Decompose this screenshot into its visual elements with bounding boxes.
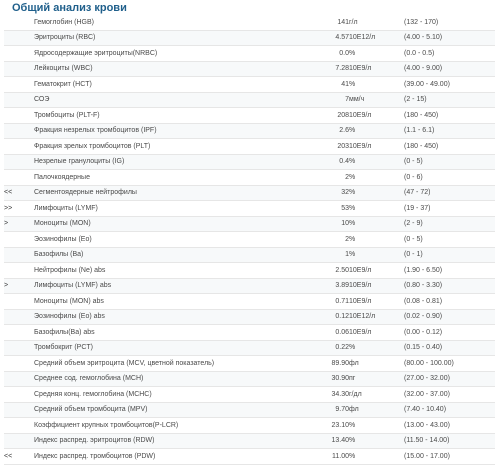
reference-range: (0.80 - 3.30) (404, 278, 495, 294)
flag-cell (4, 418, 34, 434)
test-unit: 10E9/л (349, 139, 404, 155)
test-value: 53 (319, 201, 349, 217)
test-unit: 10E9/л (349, 325, 404, 341)
table-row (4, 92, 495, 108)
reference-range: (4.00 - 9.00) (404, 61, 495, 77)
reference-range: (132 - 170) (404, 15, 495, 30)
flag-cell: > (4, 278, 34, 294)
test-value: 10 (319, 216, 349, 232)
test-unit: фл (349, 356, 404, 372)
flag-cell (4, 46, 34, 62)
test-name: Моноциты (MON) (34, 216, 319, 232)
test-value: 34.30 (319, 387, 349, 403)
test-name: СОЭ (34, 92, 319, 108)
test-value: 9.70 (319, 402, 349, 418)
flag-cell (4, 263, 34, 279)
table-row (4, 325, 495, 341)
test-unit: 10E9/л (349, 294, 404, 310)
test-value: 2.50 (319, 263, 349, 279)
flag-cell (4, 30, 34, 46)
test-value: 3.89 (319, 278, 349, 294)
test-value: 0.22 (319, 340, 349, 356)
reference-range: (13.00 - 43.00) (404, 418, 495, 434)
test-unit: 10E9/л (349, 108, 404, 124)
reference-range: (11.50 - 14.00) (404, 433, 495, 449)
test-name: Нейтрофилы (Ne) abs (34, 263, 319, 279)
test-name: Палочкоядерные (34, 170, 319, 186)
table-row (4, 340, 495, 356)
flag-cell (4, 294, 34, 310)
test-value: 41 (319, 77, 349, 93)
test-unit: пг (349, 371, 404, 387)
flag-cell: >> (4, 201, 34, 217)
table-row (4, 201, 495, 217)
test-value: 0.4 (319, 154, 349, 170)
test-name: Среднее сод. гемоглобина (MCH) (34, 371, 319, 387)
table-row (4, 108, 495, 124)
test-unit: % (349, 185, 404, 201)
test-name: Лимфоциты (LYMF) abs (34, 278, 319, 294)
test-unit: 10E9/л (349, 263, 404, 279)
table-row (4, 247, 495, 263)
test-name: Ядросодержащие эритроциты(NRBC) (34, 46, 319, 62)
test-value: 208 (319, 108, 349, 124)
flag-cell (4, 402, 34, 418)
flag-cell (4, 232, 34, 248)
test-value: 4.57 (319, 30, 349, 46)
test-unit: 10E12/л (349, 309, 404, 325)
test-value: 13.40 (319, 433, 349, 449)
test-name: Моноциты (MON) abs (34, 294, 319, 310)
test-value: 0.12 (319, 309, 349, 325)
test-unit: % (349, 232, 404, 248)
test-value: 2.6 (319, 123, 349, 139)
test-name: Эозинофилы (Eo) (34, 232, 319, 248)
flag-cell (4, 77, 34, 93)
flag-cell (4, 387, 34, 403)
table-row (4, 77, 495, 93)
table-row (4, 402, 495, 418)
table-row (4, 15, 495, 30)
test-unit: 10E12/л (349, 30, 404, 46)
flag-cell (4, 433, 34, 449)
test-name: Коэффициент крупных тромбоцитов(P-LCR) (34, 418, 319, 434)
reference-range: (0.02 - 0.90) (404, 309, 495, 325)
reference-range: (0.0 - 0.5) (404, 46, 495, 62)
test-name: Гемоглобин (HGB) (34, 15, 319, 30)
flag-cell (4, 247, 34, 263)
test-name: Индекс распред. тромбоцитов (PDW) (34, 449, 319, 465)
flag-cell (4, 309, 34, 325)
test-name: Сегментоядерные нейтрофилы (34, 185, 319, 201)
flag-cell (4, 92, 34, 108)
test-unit: % (349, 247, 404, 263)
test-unit: % (349, 46, 404, 62)
test-name: Тромбоциты (PLT-F) (34, 108, 319, 124)
test-unit: % (349, 77, 404, 93)
table-row (4, 139, 495, 155)
test-name: Средняя конц. гемоглобина (MCHC) (34, 387, 319, 403)
test-name: Незрелые гранулоциты (IG) (34, 154, 319, 170)
table-row (4, 154, 495, 170)
flag-cell (4, 340, 34, 356)
reference-range: (7.40 - 10.40) (404, 402, 495, 418)
table-row (4, 30, 495, 46)
test-unit: % (349, 170, 404, 186)
reference-range: (1.1 - 6.1) (404, 123, 495, 139)
reference-range: (0 - 5) (404, 154, 495, 170)
test-value: 2 (319, 170, 349, 186)
test-name: Эритроциты (RBC) (34, 30, 319, 46)
table-row (4, 309, 495, 325)
test-name: Индекс распред. эритроцитов (RDW) (34, 433, 319, 449)
table-row (4, 46, 495, 62)
test-value: 0.0 (319, 46, 349, 62)
test-value: 203 (319, 139, 349, 155)
test-value: 23.10 (319, 418, 349, 434)
reference-range: (47 - 72) (404, 185, 495, 201)
test-unit: % (349, 154, 404, 170)
reference-range: (19 - 37) (404, 201, 495, 217)
test-unit: 10E9/л (349, 278, 404, 294)
test-name: Фракция зрелых тромбоцитов (PLT) (34, 139, 319, 155)
test-value: 7.28 (319, 61, 349, 77)
test-value: 11.00 (319, 449, 349, 465)
flag-cell (4, 371, 34, 387)
test-unit: % (349, 216, 404, 232)
test-unit: фл (349, 402, 404, 418)
test-value: 1 (319, 247, 349, 263)
results-table (4, 15, 495, 465)
test-name: Эозинофилы (Eo) abs (34, 309, 319, 325)
flag-cell (4, 154, 34, 170)
test-unit: % (349, 201, 404, 217)
test-value: 32 (319, 185, 349, 201)
table-row (4, 185, 495, 201)
flag-cell (4, 15, 34, 30)
test-value: 141 (319, 15, 349, 30)
test-value: 30.90 (319, 371, 349, 387)
table-row (4, 356, 495, 372)
test-name: Базофилы (Ba) (34, 247, 319, 263)
test-name: Средний объем эритроцита (MCV, цветной показатель) (34, 356, 319, 372)
reference-range: (180 - 450) (404, 139, 495, 155)
flag-cell: << (4, 185, 34, 201)
reference-range: (0 - 1) (404, 247, 495, 263)
page-title: Общий анализ крови (12, 2, 127, 14)
table-row (4, 263, 495, 279)
reference-range: (80.00 - 100.00) (404, 356, 495, 372)
test-name: Лимфоциты (LYMF) (34, 201, 319, 217)
flag-cell (4, 108, 34, 124)
table-row (4, 232, 495, 248)
table-row (4, 61, 495, 77)
flag-cell (4, 170, 34, 186)
flag-cell: << (4, 449, 34, 465)
flag-cell (4, 325, 34, 341)
reference-range: (0 - 6) (404, 170, 495, 186)
test-value: 7 (319, 92, 349, 108)
flag-cell (4, 356, 34, 372)
table-row (4, 216, 495, 232)
reference-range: (2 - 15) (404, 92, 495, 108)
flag-cell (4, 61, 34, 77)
test-value: 0.71 (319, 294, 349, 310)
test-name: Тромбокрит (PCT) (34, 340, 319, 356)
table-row (4, 294, 495, 310)
reference-range: (0 - 5) (404, 232, 495, 248)
reference-range: (4.00 - 5.10) (404, 30, 495, 46)
reference-range: (1.90 - 6.50) (404, 263, 495, 279)
reference-range: (0.00 - 0.12) (404, 325, 495, 341)
reference-range: (0.08 - 0.81) (404, 294, 495, 310)
flag-cell (4, 123, 34, 139)
reference-range: (27.00 - 32.00) (404, 371, 495, 387)
test-value: 0.06 (319, 325, 349, 341)
table-row (4, 371, 495, 387)
test-unit: % (349, 418, 404, 434)
test-name: Фракция незрелых тромбоцитов (IPF) (34, 123, 319, 139)
test-name: Гематокрит (HCT) (34, 77, 319, 93)
table-row (4, 418, 495, 434)
test-unit: % (349, 433, 404, 449)
test-unit: % (349, 340, 404, 356)
test-unit: 10E9/л (349, 61, 404, 77)
table-row (4, 433, 495, 449)
flag-cell (4, 139, 34, 155)
results-body (4, 15, 495, 464)
test-name: Базофилы(Ba) abs (34, 325, 319, 341)
table-row (4, 170, 495, 186)
test-value: 2 (319, 232, 349, 248)
table-row (4, 449, 495, 465)
reference-range: (32.00 - 37.00) (404, 387, 495, 403)
test-unit: г/дл (349, 387, 404, 403)
reference-range: (2 - 9) (404, 216, 495, 232)
test-unit: % (349, 449, 404, 465)
test-name: Средний объем тромбоцита (MPV) (34, 402, 319, 418)
table-row (4, 278, 495, 294)
reference-range: (180 - 450) (404, 108, 495, 124)
test-unit: г/л (349, 15, 404, 30)
flag-cell: > (4, 216, 34, 232)
table-row (4, 123, 495, 139)
reference-range: (0.15 - 0.40) (404, 340, 495, 356)
table-row (4, 387, 495, 403)
test-name: Лейкоциты (WBC) (34, 61, 319, 77)
test-unit: мм/ч (349, 92, 404, 108)
reference-range: (15.00 - 17.00) (404, 449, 495, 465)
test-value: 89.90 (319, 356, 349, 372)
reference-range: (39.00 - 49.00) (404, 77, 495, 93)
test-unit: % (349, 123, 404, 139)
